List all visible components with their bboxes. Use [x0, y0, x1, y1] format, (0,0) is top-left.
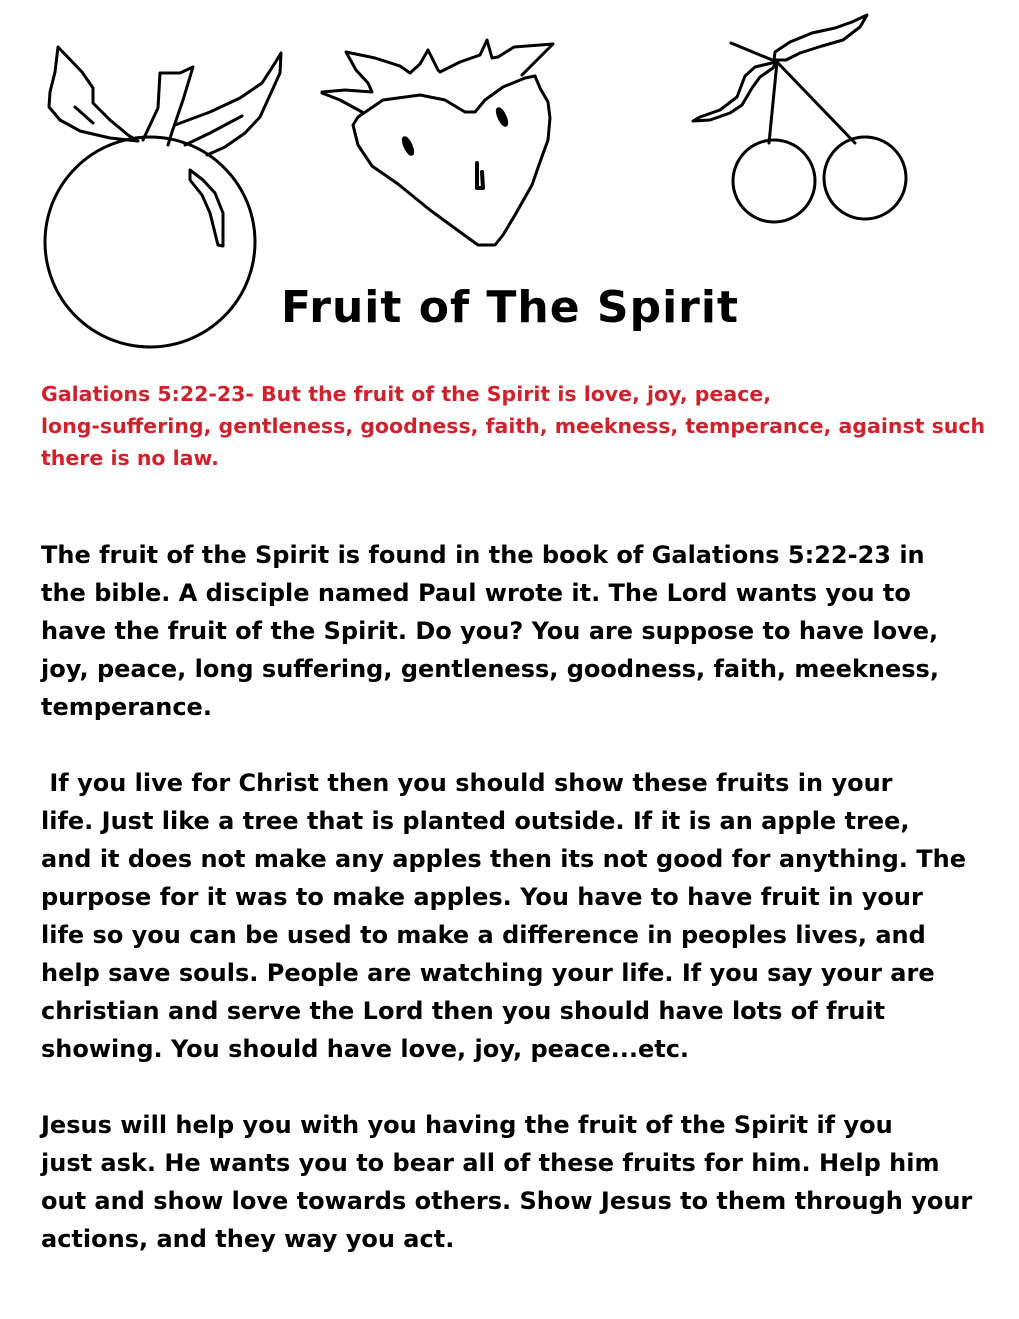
- paragraph-line: out and show love towards others. Show Jesus to them through your: [41, 1187, 973, 1215]
- paragraph-line: showing. You should have love, joy, peace...etc.: [41, 1035, 690, 1063]
- paragraph-line: actions, and they way you act.: [41, 1225, 455, 1253]
- verse-line: Galations 5:22-23- But the fruit of the Spirit is love, joy, peace,: [41, 382, 772, 406]
- paragraph-line: have the fruit of the Spirit. Do you? You are suppose to have love,: [41, 617, 939, 645]
- paragraph-tree-analogy: [41, 764, 1001, 1068]
- paragraph-line: life. Just like a tree that is planted outside. If it is an apple tree,: [41, 807, 910, 835]
- apple-icon: [45, 47, 281, 347]
- paragraph-line: joy, peace, long suffering, gentleness, goodness, faith, meekness,: [41, 655, 939, 683]
- paragraph-line: Jesus will help you with you having the fruit of the Spirit if you: [41, 1111, 893, 1139]
- paragraph-conclusion: [41, 1106, 1001, 1258]
- paragraph-line: help save souls. People are watching your life. If you say your are: [41, 959, 935, 987]
- paragraph-line: If you live for Christ then you should show these fruits in your: [41, 769, 893, 797]
- verse-line: there is no law.: [41, 446, 219, 470]
- strawberry-icon: [322, 40, 553, 245]
- paragraph-line: temperance.: [41, 693, 212, 721]
- verse-line: long-suffering, gentleness, goodness, faith, meekness, temperance, against such: [41, 414, 986, 438]
- cherries-icon: [693, 15, 906, 222]
- scripture-verse: [41, 378, 1001, 474]
- paragraph-line: just ask. He wants you to bear all of these fruits for him. Help him: [41, 1149, 940, 1177]
- page-title: Fruit of The Spirit: [281, 282, 739, 333]
- paragraph-line: purpose for it was to make apples. You have to have fruit in your: [41, 883, 923, 911]
- paragraph-intro: [41, 536, 1001, 726]
- paragraph-line: The fruit of the Spirit is found in the book of Galations 5:22-23 in: [41, 541, 925, 569]
- paragraph-line: the bible. A disciple named Paul wrote it. The Lord wants you to: [41, 579, 911, 607]
- paragraph-line: christian and serve the Lord then you should have lots of fruit: [41, 997, 886, 1025]
- paragraph-line: life so you can be used to make a difference in peoples lives, and: [41, 921, 926, 949]
- paragraph-line: and it does not make any apples then its not good for anything. The: [41, 845, 967, 873]
